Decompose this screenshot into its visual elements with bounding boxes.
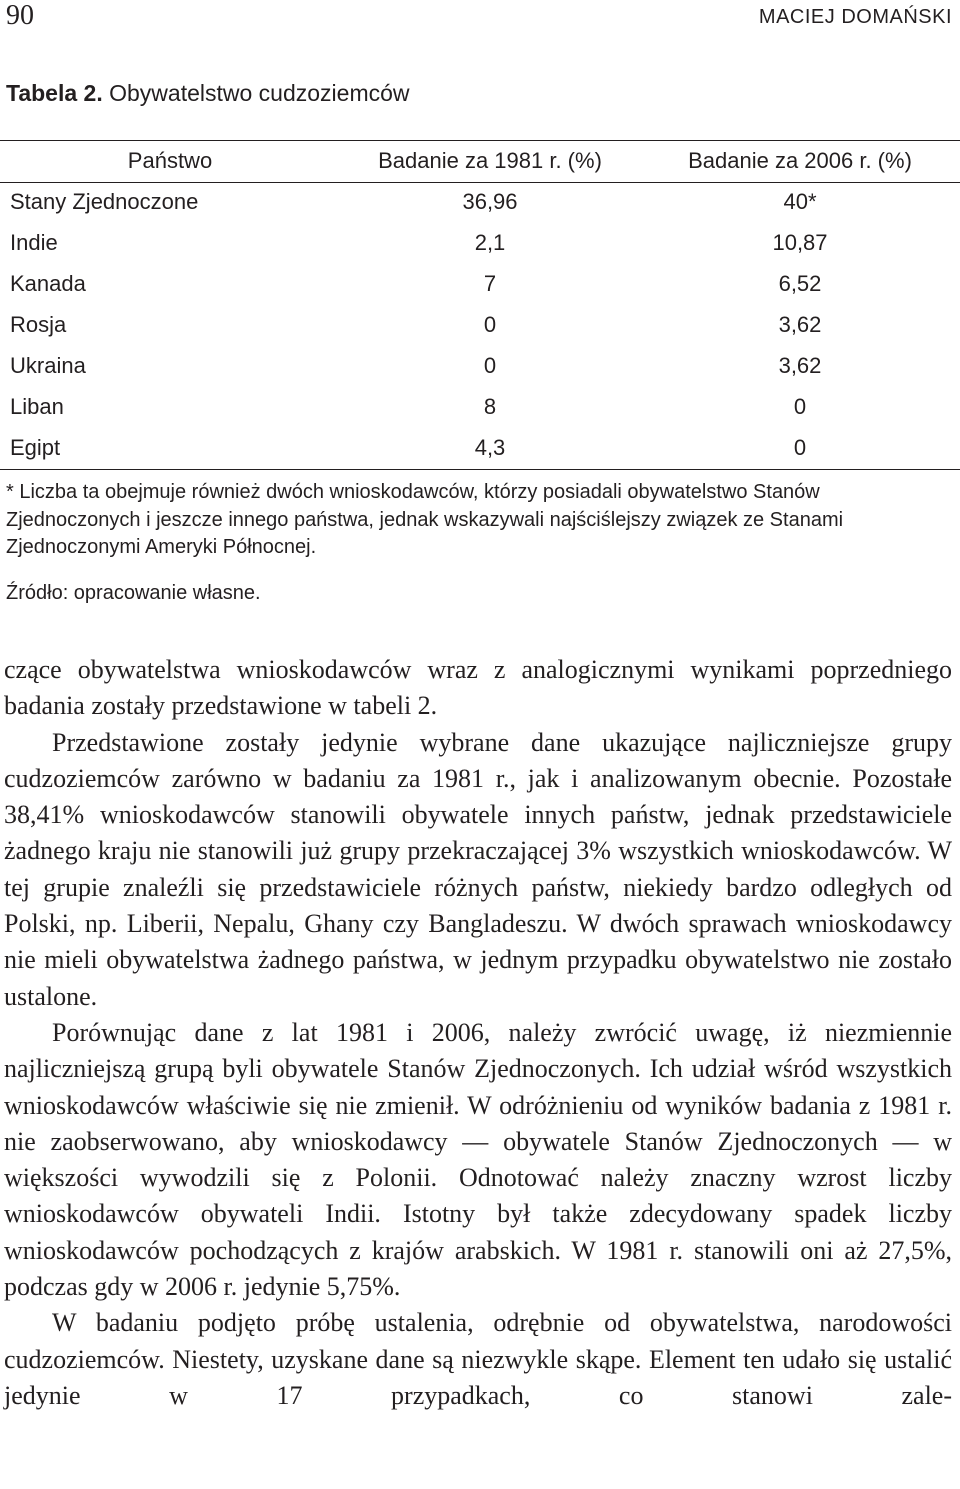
body-text — [4, 652, 952, 1414]
table-row — [0, 263, 960, 304]
table-header-rule — [0, 182, 960, 183]
table-row — [0, 427, 960, 468]
paragraph: W badaniu podjęto próbę ustalenia, odrębnie od obywatelstwa, narodowości cudzoziemców. Niestety, uzyskane dane są niezwykle skąpe. Element ten udało się ustalić jedynie w 17 przypadkach, co stanowi zale- — [4, 1308, 952, 1410]
table-row — [0, 304, 960, 345]
country-cell: Rosja — [10, 311, 67, 337]
value-2006-cell: 0 — [793, 434, 807, 460]
table-caption-text: Obywatelstwo cudzoziemców — [109, 80, 410, 106]
value-1981-cell: 7 — [483, 270, 497, 296]
country-cell: Egipt — [10, 434, 61, 460]
column-header-2006: Badanie za 2006 r. (%) — [688, 147, 912, 173]
value-2006-cell: 10,87 — [772, 229, 828, 255]
country-cell: Ukraina — [10, 352, 86, 378]
country-cell: Kanada — [10, 270, 86, 296]
table-row — [0, 222, 960, 263]
value-1981-cell: 2,1 — [474, 229, 506, 255]
value-2006-cell: 40* — [783, 188, 817, 214]
column-header-country: Państwo — [127, 147, 213, 173]
value-2006-cell: 6,52 — [778, 270, 822, 296]
table-row — [0, 181, 960, 222]
page-header — [0, 0, 960, 40]
page-number: 90 — [6, 0, 34, 31]
value-1981-cell: 8 — [483, 393, 497, 419]
running-head-author: MACIEJ DOMAŃSKI — [758, 6, 952, 28]
table-footnote: * Liczba ta obejmuje również dwóch wnioskodawców, którzy posiadali obywatelstwo Stanów Zjednoczonych i jeszcze innego państwa, jednak wskazywali najściślejszy związek ze Stanami Zjednoczonymi Ameryki Północnej. — [6, 481, 844, 558]
value-1981-cell: 36,96 — [462, 188, 518, 214]
paragraph: Porównując dane z lat 1981 i 2006, należy zwrócić uwagę, iż niezmiennie najliczniejszą grupą byli obywatele Stanów Zjednoczonych. Ich udział wśród wszystkich wnioskodawców właściwie się nie zmienił. W odróżnieniu od wyników badania z 1981 r. nie zaobserwowano, aby wnioskodawcy — obywatele Stanów Zjednoczonych — w większości wywodzili się z Polonii. Odnotować należy znaczny wzrost liczby wnioskodawców obywateli Indii. Istotny był także zdecydowany spadek liczby wnioskodawców pochodzących z krajów arabskich. W 1981 r. stanowili oni aż 27,5%, podczas gdy w 2006 r. jedynie 5,75%. — [4, 1017, 952, 1302]
value-2006-cell: 3,62 — [778, 311, 822, 337]
paragraph: Przedstawione zostały jedynie wybrane dane ukazujące najliczniejsze grupy cudzoziemców zarówno w badaniu za 1981 r., jak i analizowanym obecnie. Pozostałe 38,41% wnioskodawców stanowili obywatele innych państw, jednak przedstawiciele żadnego kraju nie stanowili już grupy przekraczającej 3% wszystkich wnioskodawców. W tej grupie znaleźli się przedstawiciele różnych państw, niekiedy bardzo odległych od Polski, np. Liberii, Nepalu, Ghany czy Bangladeszu. W dwóch sprawach wnioskodawcy nie mieli obywatelstwa żadnego państwa, w jednym przypadku obywatelstwo nie zostało ustalone. — [4, 727, 952, 1011]
table-caption-label: Tabela 2. — [6, 80, 103, 106]
value-1981-cell: 0 — [483, 311, 497, 337]
value-2006-cell: 0 — [793, 393, 807, 419]
table-row — [0, 386, 960, 427]
country-cell: Stany Zjednoczone — [10, 188, 199, 214]
table-header-row — [0, 140, 960, 181]
table-row — [0, 345, 960, 386]
value-1981-cell: 0 — [483, 352, 497, 378]
column-header-1981: Badanie za 1981 r. (%) — [378, 147, 602, 173]
paragraph: czące obywatelstwa wnioskodawców wraz z analogicznymi wynikami poprzedniego badania zostały przedstawione w tabeli 2. — [4, 655, 952, 721]
country-cell: Liban — [10, 393, 64, 419]
citizenship-table — [0, 140, 960, 468]
table-caption — [6, 78, 410, 108]
value-1981-cell: 4,3 — [474, 434, 506, 460]
table-bottom-rule — [0, 469, 960, 470]
value-2006-cell: 3,62 — [778, 352, 822, 378]
table-source: Źródło: opracowanie własne. — [6, 582, 261, 604]
country-cell: Indie — [10, 229, 58, 255]
